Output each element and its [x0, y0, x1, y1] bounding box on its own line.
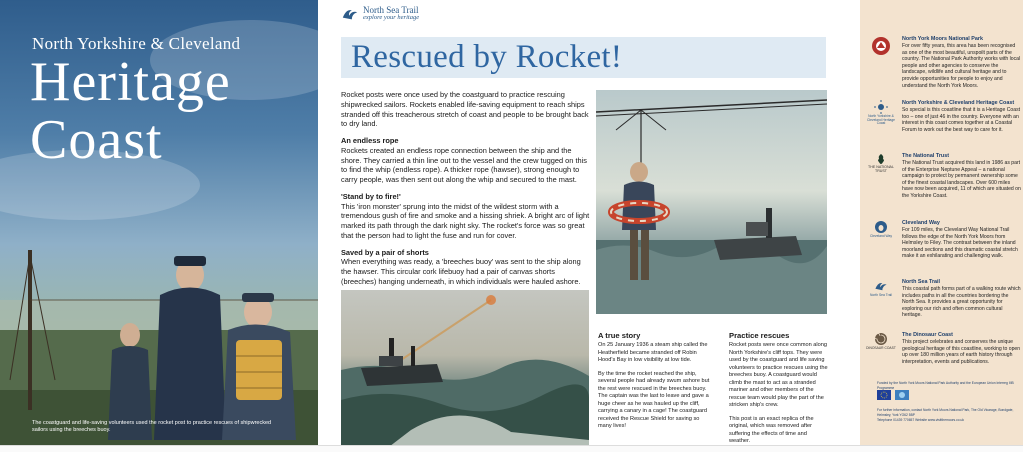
sidebar-item-dinosaur-coast	[865, 332, 1021, 365]
bottom-edge	[0, 445, 1023, 452]
sidebar-heading: The National Trust	[902, 153, 950, 159]
sidebar-item-heritage-coast	[865, 100, 1021, 133]
practice-heading: Practice rescues	[729, 331, 790, 340]
moors-emblem-icon	[871, 36, 891, 56]
true-story-section	[598, 331, 711, 437]
hero-caption: The coastguard and life-saving volunteers used the rocket post to practice rescues of shipwrecked sailors using the breeches buoy.	[32, 420, 272, 434]
section-text: This 'iron monster' sprung into the midst of the wildest storm with a tremendous gush of fire and smoke and a hissing shriek. A bright arc of light marked its path through the dark night sky. The rocket's force was so great that the person had to light the fuse and run for cover.	[341, 201, 590, 240]
breeches-buoy-art	[596, 90, 827, 314]
practice-rescues-section	[729, 331, 829, 451]
wave-icon	[874, 279, 888, 293]
hero-subtitle: North Yorkshire & Cleveland	[32, 34, 241, 53]
dinosaur-coast-logo-text: DINOSAUR COAST	[866, 346, 896, 350]
contact-text: For further information, contact North York Moors National Park, The Old Vicarage, Bondgate, Helmsley, York YO62 5BP	[877, 408, 1014, 417]
sidebar-item-north-sea-trail	[865, 279, 1021, 319]
dinosaur-coast-logo	[865, 332, 897, 365]
heritage-coast-logo	[865, 100, 897, 133]
intro-paragraph: Rocket posts were once used by the coastguard to practice rescuing shipwrecked sailors. Rockets enabled life-saving equipment to reach ships stranded off this treacherous stretch of coast and people to be brought back to dry land.	[341, 90, 589, 129]
ship-rescue-illustration	[341, 290, 589, 452]
wave-icon	[341, 5, 359, 23]
national-trust-logo-text: THE NATIONAL TRUST	[868, 165, 894, 173]
sidebar-heading: Cleveland Way	[902, 220, 940, 226]
true-story-p2: By the time the rocket reached the ship, several people had already swum ashore but the rest were rescued in the breeches buoy. The captain was the last to leave and gave a huge cheer as he was hauled up the cliff, carrying a canary in a cage! The coastguard received the Rescue Shield for saving so many lives!	[598, 370, 710, 430]
phone-website-text: Telephone 01439 770657 Website www.visitthemoors.co.uk	[877, 418, 964, 422]
sidebar-heading: The Dinosaur Coast	[902, 332, 953, 338]
oak-leaf-icon	[875, 153, 887, 165]
north-sea-trail-small-logo	[865, 279, 897, 319]
north-sea-trail-logo	[341, 5, 419, 23]
hero-title-line2: Coast	[30, 109, 163, 171]
title-bar	[341, 37, 826, 78]
sidebar-text: So special is this coastline that it is a Heritage Coast too – one of just 46 in the country. Everyone with an interest in this coast comes together at a Coastal Forum to work out the best way to care for it.	[902, 107, 1021, 133]
true-story-heading: A true story	[598, 331, 641, 340]
section-text: Rockets created an endless rope connection between the ship and the shore. They carried a thin line out to the vessel and the crew tugged on this to find the whip (endless rope). A thicker rope (hawser), strong enough to carry people, was then sent out along the whip and secured to the mast.	[341, 145, 587, 185]
logo-name: North Sea Trail	[363, 5, 419, 16]
sidebar-text: The National Trust acquired this land in 1986 as part of the Enterprise Neptune Appeal – a national campaign to protect by permanent ownership some of the finest coastal landscapes. Over 600 miles have now been acquired, 11 of which are situated on the Yorkshire Coast.	[902, 160, 1021, 200]
sidebar-item-national-park	[865, 36, 1021, 89]
section-heading: An endless rope	[341, 136, 399, 146]
north-sea-trail-logo-text: North Sea Trail	[870, 293, 892, 297]
coastguard-figure-1	[154, 256, 226, 440]
heritage-coast-logo-text: North Yorkshire & Cleveland Heritage Coast	[866, 114, 896, 126]
breeches-buoy-illustration	[596, 90, 827, 314]
cleveland-way-logo	[865, 220, 897, 260]
hero-title-line1: Heritage	[30, 51, 231, 113]
national-trust-logo	[865, 153, 897, 200]
main-text	[341, 90, 591, 294]
section-text: When everything was ready, a 'breeches buoy' was sent to the ship along the hawser. This circular cork lifebuoy had a pair of canvas shorts (breeches) hanging underneath, in which individuals were hauled ashore.	[341, 257, 581, 287]
sidebar-item-national-trust	[865, 153, 1021, 200]
sidebar-text: For 109 miles, the Cleveland Way National Trail follows the edge of the North York Moors from Helmsley to Filey. The contrast between the inland moorland sections and this dramatic coastal stretch make it an exhilarating and challenging walk.	[902, 227, 1018, 260]
hero-panel	[0, 0, 318, 445]
section-heading: Saved by a pair of shorts	[341, 247, 429, 257]
ammonite-icon	[874, 332, 888, 346]
funding-text: Funded by the North York Moors National Park Authority and the European Union Interreg IIIB Programme	[877, 381, 1014, 390]
sidebar-text: This project celebrates and conserves the unique geological heritage of this coastline, working to open up over 180 million years of earth history through interpretation, events and publications.	[902, 339, 1021, 365]
sidebar-text: This coastal path forms part of a walking route which includes paths in all the countries bordering the North Sea. It provides a great opportunity for exploring our rich and often common cultural heritage.	[902, 286, 1021, 319]
sidebar-text: For over fifty years, this area has been recognised as one of the most beautiful, unspoilt parts of the country. The National Park Authority works with local people and other agencies to conserve the landscape, wildlife and cultural heritage and to provide opportunities for people to enjoy and understand the North York Moors.	[902, 43, 1021, 89]
true-story-p1: On 25 January 1936 a steam ship called the Heatherfield became stranded off Robin Hood's Bay in low visibility at low tide.	[598, 342, 708, 364]
ship-storm-art	[341, 290, 589, 452]
section-heading: 'Stand by to fire!'	[341, 191, 401, 201]
sidebar-item-cleveland-way	[865, 220, 1021, 260]
cleveland-way-logo-text: Cleveland Way	[869, 234, 893, 238]
sidebar-heading: North York Moors National Park	[902, 36, 983, 42]
national-park-logo	[865, 36, 897, 89]
practice-p2: This post is an exact replica of the original, which was removed after suffering the effects of time and weather.	[729, 415, 814, 444]
interreg-icon	[895, 390, 909, 400]
sun-icon	[874, 100, 888, 114]
funder-logos	[877, 390, 909, 400]
partners-sidebar	[860, 0, 1023, 445]
page-title: Rescued by Rocket!	[351, 39, 623, 75]
logo-tagline: explore your heritage	[363, 14, 420, 22]
practice-p1: Rocket posts were once common along North Yorkshire's cliff tops. They were used by the coastguard and life saving volunteers to practice rescues using the breeches buoy. A coastguard would climb the mast to act as a stranded mariner and other members of the rescue team would play the part of the stricken ship's crew.	[729, 342, 828, 409]
acorn-icon	[874, 220, 888, 234]
sidebar-heading: North Sea Trail	[902, 279, 941, 285]
eu-flag-icon	[877, 390, 891, 400]
sidebar-heading: North Yorkshire & Cleveland Heritage Coast	[902, 100, 1015, 106]
